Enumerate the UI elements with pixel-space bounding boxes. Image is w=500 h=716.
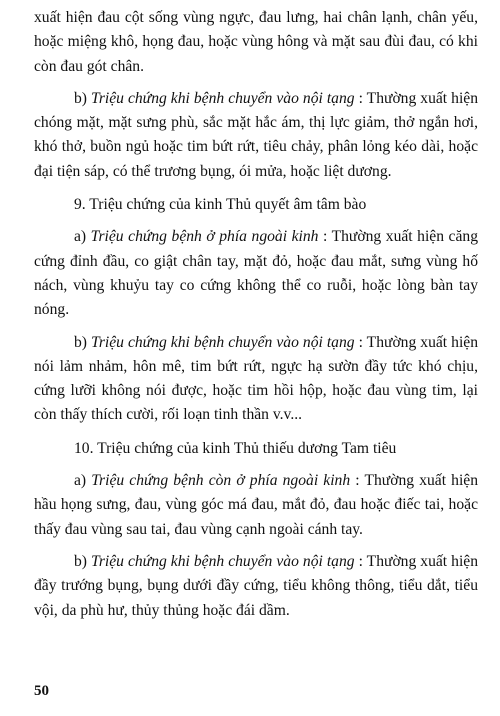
item-text: : Thường xuất hiện căng cứng đỉnh đầu, co giật chân tay, mặt đỏ, hoặc đau mắt, sưng vùng hố nách, vùng khuỷu tay co cứng không thể co ruỗi, hoặc lòng bàn tay nóng. [34, 228, 478, 319]
item-lead-italic: Triệu chứng bệnh còn ở phía ngoài kinh [91, 472, 351, 490]
item-prefix: a) [74, 228, 91, 246]
item-prefix: b) [74, 89, 92, 107]
section-heading-10 [34, 437, 478, 461]
item-prefix: b) [74, 333, 92, 351]
paragraph-item-b-internal [34, 550, 478, 623]
paragraph-continuation [34, 6, 478, 79]
section-heading-9 [34, 193, 478, 217]
item-lead-italic: Triệu chứng khi bệnh chuyển vào nội tạng [91, 552, 355, 570]
paragraph-item-b-internal [34, 331, 478, 428]
paragraph-item-a-external [34, 469, 478, 542]
item-text: : Thường xuất hiện hầu họng sưng, đau, vùng góc má đau, mắt đỏ, đau hoặc điếc tai, hoặc thấy đau vùng sau tai, đau vùng cạnh ngoài cánh tay. [34, 472, 479, 538]
document-page [34, 6, 478, 623]
item-lead-italic: Triệu chứng bệnh ở phía ngoài kinh [90, 228, 319, 246]
item-text: : Thường xuất hiện chóng mặt, mặt sưng phù, sắc mặt hắc ám, thị lực giảm, thở ngắn hơi, khó thở, buồn ngủ hoặc tim bứt rứt, tiêu chảy, phân lỏng kéo dài, hoặc đại tiện sáp, có thể trương bụng, ói mửa, hoặc liệt dương. [34, 89, 479, 180]
item-lead-italic: Triệu chứng khi bệnh chuyển vào nội tạng [91, 333, 355, 351]
page-number: 50 [34, 683, 49, 699]
heading-text: 9. Triệu chứng của kinh Thủ quyết âm tâm bào [74, 196, 367, 214]
paragraph-item-b-internal [34, 87, 478, 184]
item-text: : Thường xuất hiện đầy trướng bụng, bụng dưới đầy cứng, tiểu không thông, tiểu dắt, tiểu vội, da phù hư, thủy thủng hoặc đái dầm. [34, 552, 479, 619]
item-text: : Thường xuất hiện nói lảm nhảm, hôn mê, tim bứt rứt, ngực hạ sườn đầy tức khó chịu, cứng lưỡi không nói được, hoặc tim hồi hộp, hoặc đau vùng tim, lại còn thấy thích cười, rối loạn tinh thần v.v... [34, 333, 479, 424]
item-prefix: a) [74, 472, 92, 490]
paragraph-text: xuất hiện đau cột sống vùng ngực, đau lưng, hai chân lạnh, chân yếu, hoặc miệng khô, họng đau, hoặc vùng hông và mặt sau đùi đau, có khi còn đau gót chân. [34, 9, 478, 75]
heading-text: 10. Triệu chứng của kinh Thủ thiếu dương Tam tiêu [74, 439, 397, 457]
item-lead-italic: Triệu chứng khi bệnh chuyển vào nội tạng [91, 89, 355, 107]
paragraph-item-a-external [34, 225, 478, 322]
item-prefix: b) [74, 552, 92, 570]
